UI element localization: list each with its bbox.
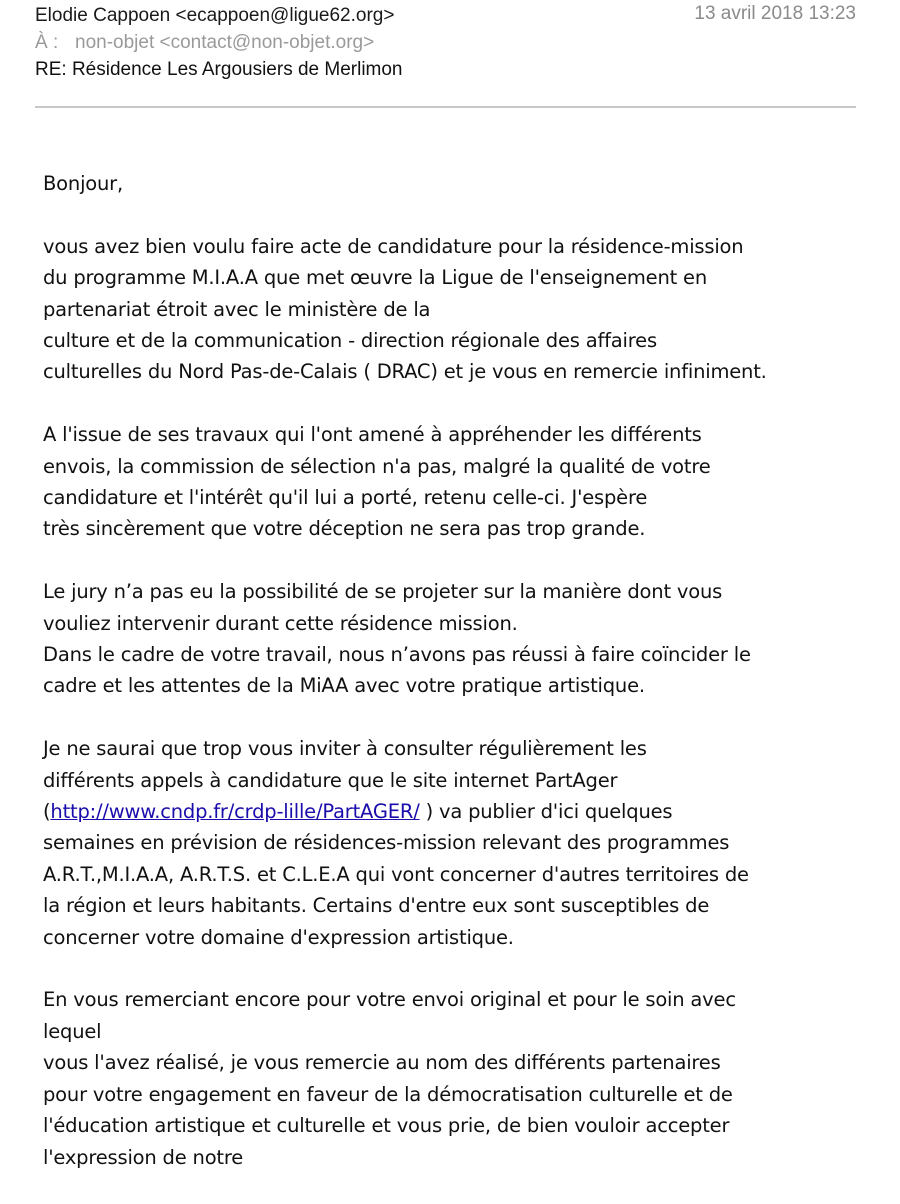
email-subject: RE: Résidence Les Argousiers de Merlimon <box>35 59 403 80</box>
body-line: candidature et l'intérêt qu'il lui a porté, retenu celle-ci. J'espère <box>43 486 648 510</box>
body-line: l'expression de notre <box>43 1145 244 1169</box>
body-line: semaines en prévision de résidences-mission relevant des programmes <box>43 831 730 855</box>
body-line: culturelles du Nord Pas-de-Calais ( DRAC) et je vous en remercie infiniment. <box>43 360 767 384</box>
body-line: du programme M.I.A.A que met œuvre la Ligue de l'enseignement en <box>43 266 708 290</box>
body-line: En vous remerciant encore pour votre envoi original et pour le soin avec <box>43 988 736 1012</box>
email-header <box>35 0 856 108</box>
body-line: Je ne saurai que trop vous inviter à consulter régulièrement les <box>43 737 647 761</box>
to-label: À : <box>35 32 59 53</box>
body-line: différents appels à candidature que le site internet PartAger <box>43 768 618 792</box>
email-date: 13 avril 2018 13:23 <box>694 3 856 24</box>
paragraph-2 <box>43 419 873 545</box>
recipient-line <box>35 29 374 57</box>
body-line: partenariat étroit avec le ministère de la <box>43 297 431 321</box>
paragraph-3 <box>43 576 873 702</box>
body-line: pour votre engagement en faveur de la démocratisation culturelle et de <box>43 1082 733 1106</box>
sender[interactable]: Elodie Cappoen <ecappoen@ligue62.org> <box>35 5 395 26</box>
body-line: vouliez intervenir durant cette résidence mission. <box>43 611 518 635</box>
paragraph-1 <box>43 231 873 388</box>
body-line: culture et de la communication - direction régionale des affaires <box>43 329 657 353</box>
body-line: envois, la commission de sélection n'a pas, malgré la qualité de votre <box>43 454 711 478</box>
recipient[interactable]: non-objet <contact@non-objet.org> <box>75 32 375 53</box>
body-line: Le jury n’a pas eu la possibilité de se projeter sur la manière dont vous <box>43 580 723 604</box>
email-body <box>43 168 873 1204</box>
body-line: la région et leurs habitants. Certains d'entre eux sont susceptibles de <box>43 894 710 918</box>
body-line-with-link <box>43 796 873 827</box>
body-line: A l'issue de ses travaux qui l'ont amené à appréhender les différents <box>43 423 702 447</box>
open-paren: ( <box>43 800 51 824</box>
header-divider <box>35 106 856 108</box>
body-line: A.R.T.,M.I.A.A, A.R.T.S. et C.L.E.A qui vont concerner d'autres territoires de <box>43 862 749 886</box>
body-line: vous avez bien voulu faire acte de candidature pour la résidence-mission <box>43 234 744 258</box>
paragraph-5 <box>43 984 873 1172</box>
body-line: très sincèrement que votre déception ne sera pas trop grande. <box>43 517 646 541</box>
body-line: cadre et les attentes de la MiAA avec votre pratique artistique. <box>43 674 645 698</box>
body-line: l'éducation artistique et culturelle et vous prie, de bien vouloir accepter <box>43 1114 730 1138</box>
body-line: vous l'avez réalisé, je vous remercie au nom des différents partenaires <box>43 1051 721 1075</box>
body-line: concerner votre domaine d'expression artistique. <box>43 925 514 949</box>
partager-link[interactable]: http://www.cndp.fr/crdp-lille/PartAGER/ <box>50 800 420 824</box>
body-line: Dans le cadre de votre travail, nous n’avons pas réussi à faire coïncider le <box>43 643 751 667</box>
paragraph-4 <box>43 733 873 953</box>
link-trailing-text: ) va publier d'ici quelques <box>419 800 673 824</box>
body-line: lequel <box>43 1019 102 1043</box>
greeting: Bonjour, <box>43 172 123 195</box>
